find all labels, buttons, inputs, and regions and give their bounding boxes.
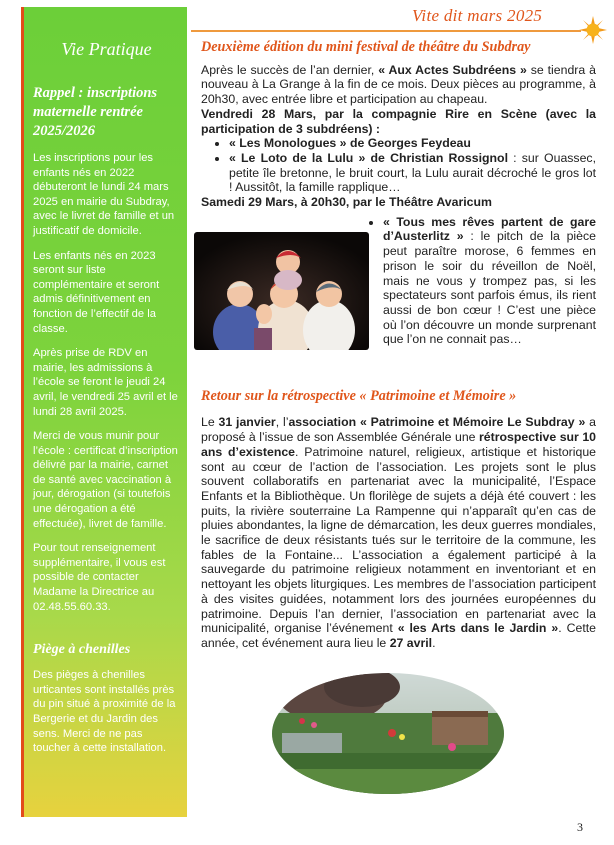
festival-friday: Vendredi 28 Mars, par la compagnie Rire en Scène (avec la participation de 3 subdréens) : — [201, 106, 596, 136]
sidebar-heading-chenilles: Piège à chenilles — [33, 642, 131, 658]
header-divider — [191, 30, 581, 32]
list-item: • « Le Loto de la Lulu » de Christian Rossignol : sur Ouassec, petite île bretonne, le bruit court, la Lulu aurait décroché le gros lot ! Aussitôt, la famille rapplique… — [229, 151, 596, 195]
sidebar-paragraph: Les inscriptions pour les enfants nés en 2022 débuteront le lundi 24 mars 2025 en mairie du Subdray, avec le livret de famille et un justificatif de domicile. — [33, 152, 175, 237]
sidebar-paragraph: Les enfants nés en 2023 seront sur liste complémentaire et seront admis définitivement en fonction de l’effectif de la classe. — [33, 249, 160, 335]
saturday-play-text — [367, 215, 596, 347]
festival-title: Deuxième édition du mini festival de théâtre du Subdray — [201, 39, 531, 55]
retro-title: Retour sur la rétrospective « Patrimoine et Mémoire » — [201, 387, 517, 404]
sidebar-heading-inscriptions: Rappel : inscriptions maternelle rentrée 2025/2026 — [33, 85, 158, 139]
saturday-play-block — [201, 212, 596, 365]
list-item: • « Les Monologues » de Georges Feydeau — [229, 136, 596, 151]
page-number: 3 — [577, 820, 583, 834]
sidebar-paragraph: Des pièges à chenilles urticantes sont installés près du pin situé à proximité de la Bergerie et du Jardin des sens. Merci de ne pas toucher à cette installation. — [33, 669, 176, 755]
sidebar-vie-pratique — [21, 7, 187, 817]
sidebar-paragraph: Merci de vous munir pour l’école : certificat d’inscription délivré par la mairie, carnet de santé avec vaccination à jour, dérogation (si toutefois une dérogation a été effectuée), livret de famille. — [33, 430, 178, 530]
main-content — [201, 40, 596, 651]
festival-saturday: Samedi 29 Mars, à 20h30, par le Théâtre Avaricum — [201, 195, 492, 210]
list-item: • « Tous mes rêves partent de gare d’Austerlitz » : le pitch de la pièce peut paraître morose, 6 femmes en prison le soir du réveillon de Noël, mais ne vous y trompez pas, si les spectateurs sont parfois émus, ils rient aussi de bon cœur ! C’est une pièce où l’on découvre un monde surprenant que l’on ne connait pas… — [383, 215, 596, 347]
friday-program-list — [201, 136, 596, 195]
sidebar-paragraph: Après prise de RDV en mairie, les admissions à l’école se feront le jeudi 24 avril, le vendredi 25 avril et le lundi 28 avril 2025. — [33, 347, 178, 418]
garden-photo — [272, 673, 504, 794]
sidebar-title: Vie Pratique — [61, 39, 152, 59]
sidebar-paragraph: Pour tout renseignement supplémentaire, il vous est possible de contacter Madame la Directrice au 02.48.55.60.33. — [33, 542, 166, 613]
retro-paragraph: Le 31 janvier, l’association « Patrimoine et Mémoire Le Subdray » a proposé à l’issue de son Assemblée Générale une rétrospective sur 10 ans d’existence. Patrimoine naturel, religieux, artistique et historique sont au cœur de l’action de l’association. Les projets sont le plus souvent collaboratifs en partenariat avec la municipalité, l’Espace Enfants et la Bibliothèque. Un florilège de sujets a déjà été couvert : les puits, la rivière souterraine La Rampenne qui n’apparaît qu’en cas de pluies abondantes, la ligne de démarcation, les deux guerres mondiales, le sacrifice de deux résistants tués sur le territoire de la commune, les fables de la Fontaine... L’association a également participé à la sauvegarde du patrimoine religieux notamment en inventoriant et en nettoyant les objets liturgiques. Les membres de l’association participent à des visites guidées, notamment lors des journées européennes du patrimoine. Depuis l’an dernier, l’association en partenariat avec la municipalité, organise l’événement « les Arts dans le Jardin ». Cette année, cet événement aura lieu le 27 avril. — [201, 415, 597, 650]
theatre-photo — [194, 232, 369, 350]
header-title: Vite dit mars 2025 — [412, 6, 543, 25]
festival-intro: Après le succès de l’an dernier, « Aux Actes Subdréens » se tiendra à nouveau à La Grange à la fin de ce mois. Deux pièces au programme, à 20h30, avec entrée libre et participation au chapeau. — [201, 62, 596, 107]
